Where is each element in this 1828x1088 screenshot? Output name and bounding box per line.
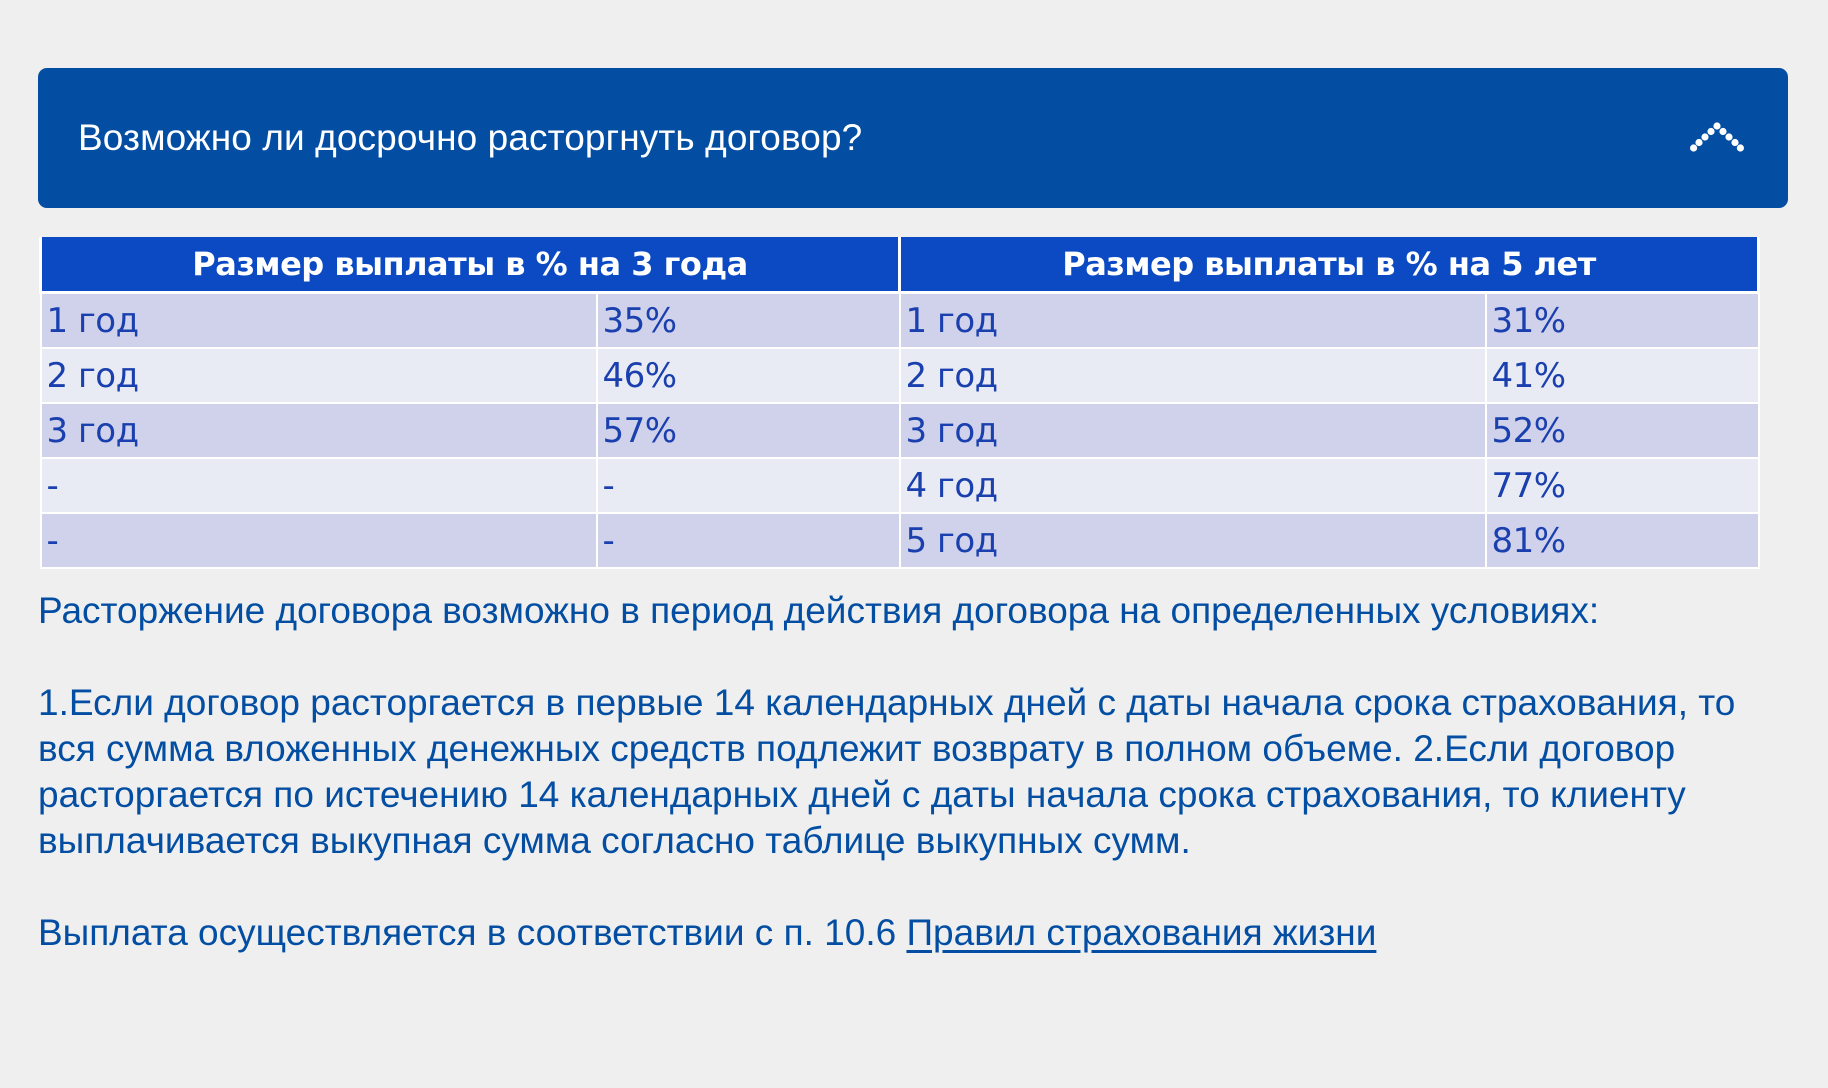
payout-paragraph — [38, 910, 1788, 956]
table-row — [41, 513, 1759, 568]
header-5-years: Размер выплаты в % на 5 лет — [900, 237, 1759, 293]
table-row — [41, 348, 1759, 403]
rules-link[interactable]: Правил страхования жизни — [906, 912, 1377, 953]
intro-text: Расторжение договора возможно в период действия договора на определенных условиях: — [38, 590, 1600, 631]
payout-table — [39, 237, 1760, 569]
cell-year-5y: 3 год — [900, 403, 1486, 458]
cell-year-3y: 1 год — [41, 293, 597, 349]
cell-year-5y: 5 год — [900, 513, 1486, 568]
cell-percent-3y: 35% — [597, 293, 900, 349]
table-header-row — [41, 237, 1759, 293]
table-row — [41, 293, 1759, 349]
cell-percent-5y: 31% — [1486, 293, 1759, 349]
table-row — [41, 458, 1759, 513]
payout-prefix-text: Выплата осуществляется в соответствии с п. 10.6 — [38, 912, 907, 953]
conditions-text: 1.Если договор расторгается в первые 14 календарных дней с даты начала срока страхования, то вся сумма вложенных денежных средств подлежит возврату в полном объеме. 2.Если договор расторгается по истечению 14 календарных дней с даты начала срока страхования, то клиенту выплачивается выкупная сумма согласно таблице выкупных сумм. — [38, 682, 1736, 861]
cell-percent-5y: 77% — [1486, 458, 1759, 513]
header-3-years: Размер выплаты в % на 3 года — [41, 237, 900, 293]
cell-percent-3y: - — [597, 458, 900, 513]
cell-year-5y: 4 год — [900, 458, 1486, 513]
cell-percent-5y: 41% — [1486, 348, 1759, 403]
accordion-title: Возможно ли досрочно расторгнуть договор? — [78, 117, 863, 158]
chevron-up-icon[interactable] — [1690, 120, 1744, 156]
cell-year-5y: 1 год — [900, 293, 1486, 349]
cell-year-3y: 2 год — [41, 348, 597, 403]
cell-percent-5y: 52% — [1486, 403, 1759, 458]
cell-year-3y: - — [41, 513, 597, 568]
answer-content — [38, 588, 1788, 956]
table-row — [41, 403, 1759, 458]
cell-percent-3y: - — [597, 513, 900, 568]
cell-percent-5y: 81% — [1486, 513, 1759, 568]
accordion-header[interactable] — [38, 68, 1788, 208]
cell-year-3y: - — [41, 458, 597, 513]
cell-year-3y: 3 год — [41, 403, 597, 458]
cell-percent-3y: 46% — [597, 348, 900, 403]
cell-year-5y: 2 год — [900, 348, 1486, 403]
cell-percent-3y: 57% — [597, 403, 900, 458]
